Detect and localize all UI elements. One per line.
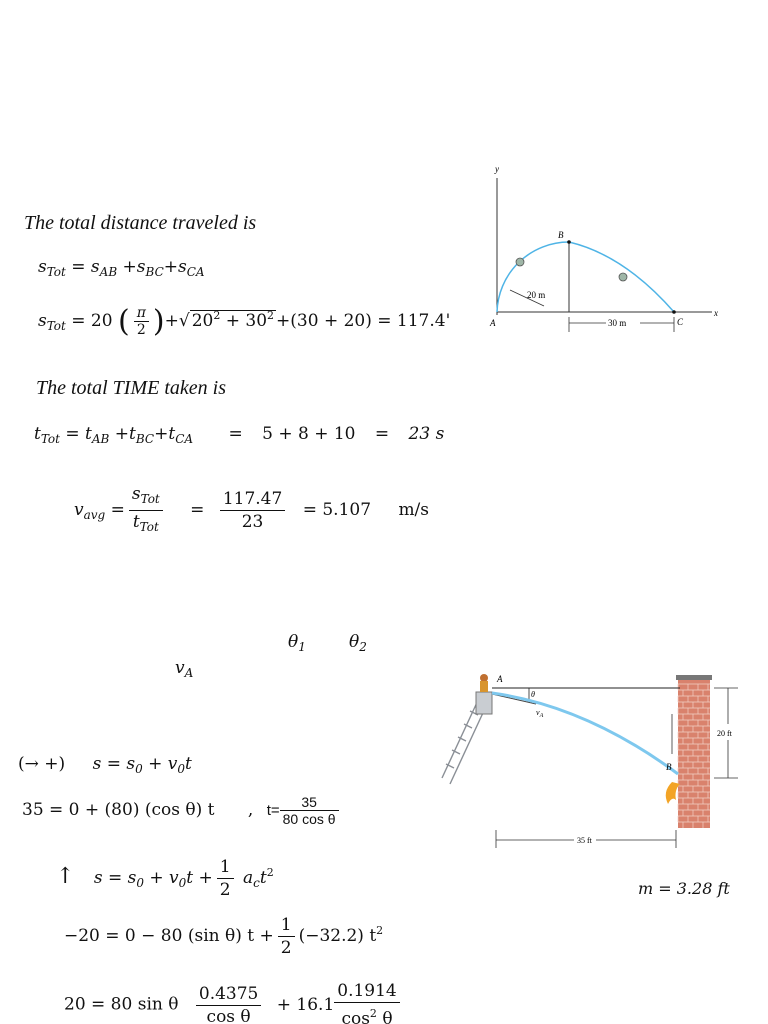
label-va: $v_A$ (536, 708, 544, 719)
water-stream (492, 693, 678, 774)
diagram-fire-hose (436, 666, 746, 856)
equation-t-tot: $t_{Tot} = t_{AB} +t_{BC}+t_{CA} = 5 + 8 + 10 = 23$ s (34, 424, 445, 446)
label-b: B (558, 230, 564, 240)
equation-s-tot-value: $s_{Tot} = 20$ ( $\frac{\pi}{2}$ )+√ $20^2 + 30^2 +(30 + 20) = 117.4'$ (38, 304, 451, 339)
label-c: C (677, 317, 684, 327)
equation-20: 20 = 80 sin θ $\frac{0.4375}{\text{cos θ}}$ + 16.1 $\frac{0.1914}{\cos^2 \theta}$ (64, 980, 404, 1024)
equation-s-tot-sum: $s_{Tot} = s_{AB} +s_{BC}+s_{CA}$ (38, 257, 205, 279)
equation-v-avg: $v_{avg}$ = $\frac{s_{Tot}}{t_{Tot}}$ = $\frac{117.47}{23}$ = 5.107 m/s (74, 484, 430, 534)
axis-y-label: y (495, 164, 499, 174)
point-b (567, 240, 571, 244)
point-c (672, 310, 676, 314)
radius-label: 20 m (527, 290, 546, 300)
heading-total-time: The total TIME taken is (36, 377, 226, 399)
label-a: A (490, 318, 496, 328)
dist-30m-label: 30 m (608, 318, 627, 328)
heading-total-distance: The total distance traveled is (24, 212, 257, 234)
v-a-symbol: $v_A$ (175, 658, 194, 680)
basket (476, 692, 492, 714)
theta-2: $\theta_2$ (349, 632, 367, 654)
arc-ab (497, 242, 569, 312)
equation-vertical-motion: ↑ $s = s_0 + v_0t$ + $\frac{1}{2}$ $a_ct^2$ (56, 857, 274, 900)
theta-1: $\theta_1$ (288, 632, 306, 654)
diagram-circular-path (484, 160, 734, 345)
label-theta: θ (531, 690, 535, 699)
equation-horizontal-motion: (→ +) $s = s_0 + v_0t$ (18, 754, 192, 776)
axis-x-label: x (714, 308, 718, 318)
equation-35: 35 = 0 + (80) (cos θ) t , t= $\frac{35}{\text{80 cos θ}}$ (22, 794, 343, 827)
height-label: 20 ft (717, 729, 732, 738)
firefighter-body (480, 681, 488, 692)
particle-ab (516, 258, 524, 266)
arrow-up-icon: ↑ (56, 864, 75, 889)
label-a: A (497, 674, 503, 684)
firefighter-head (480, 674, 488, 682)
particle-bc (619, 273, 627, 281)
equation-neg20: −20 = 0 − 80 (sin θ) t + $\frac{1}{2}$ (−32.2) $t^2$ (64, 915, 384, 958)
meter-to-feet-conversion: m = 3.28 ft (638, 879, 730, 898)
label-b: B (666, 762, 672, 772)
wall-cap (676, 675, 712, 680)
dist-35ft-label: 35 ft (577, 836, 592, 845)
